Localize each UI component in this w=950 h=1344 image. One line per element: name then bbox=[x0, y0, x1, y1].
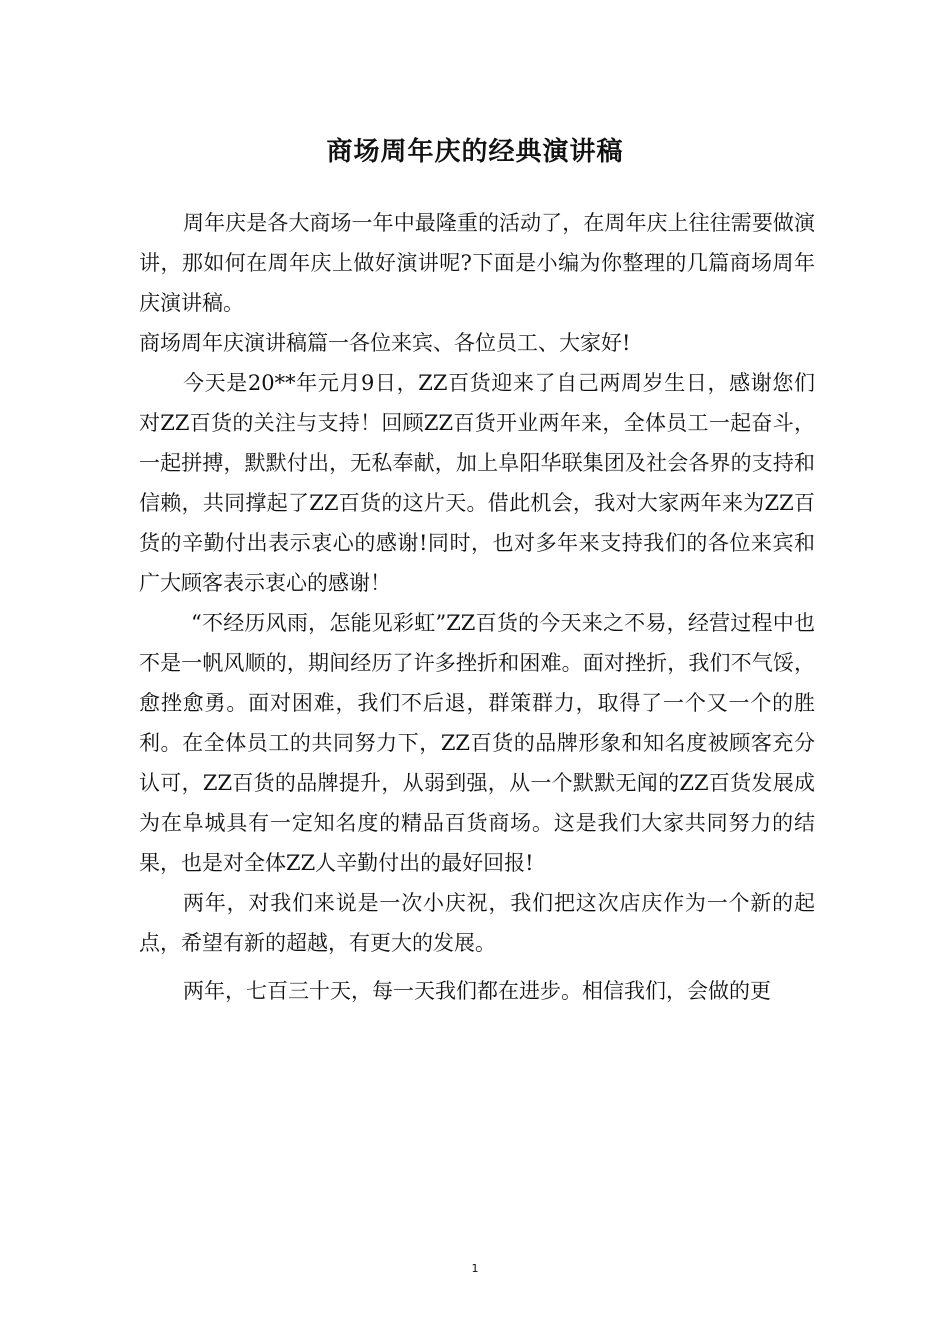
speech-heading-paragraph: 商场周年庆演讲稿篇一各位来宾、各位员工、大家好! bbox=[139, 331, 631, 355]
page-number: 1 bbox=[471, 1262, 479, 1275]
rainbow-paragraph: “不经历风雨，怎能见彩虹”ZZ百货的今天来之不易，经营过程中也不是一帆风顺的，期间经历了许多挫折和困难。面对挫折，我们不气馁，愈挫愈勇。面对困难，我们不后退，群策群力，取得了一个又一个的胜利。在全体员工的共同努力下，ZZ百货的品牌形象和知名度被顾客充分认可，ZZ百货的品牌提升，从弱到强，从一个默默无闻的ZZ百货发展成为在阜城具有一定知名度的精品百货商场。这是我们大家共同努力的结果，也是对全体ZZ人辛勤付出的最好回报! bbox=[139, 611, 815, 875]
intro-paragraph: 周年庆是各大商场一年中最隆重的活动了，在周年庆上往往需要做演讲，那如何在周年庆上做好演讲呢?下面是小编为你整理的几篇商场周年庆演讲稿。 bbox=[139, 211, 815, 315]
anniversary-paragraph: 今天是20**年元月9日，ZZ百货迎来了自己两周岁生日，感谢您们对ZZ百货的关注与支持！回顾ZZ百货开业两年来，全体员工一起奋斗，一起拼搏，默默付出，无私奉献，加上阜阳华联集团及社会各界的支持和信赖，共同撑起了ZZ百货的这片天。借此机会，我对大家两年来为ZZ百货的辛勤付出表示衷心的感谢!同时，也对多年来支持我们的各位来宾和广大顾客表示衷心的感谢！ bbox=[139, 371, 815, 595]
document-title: 商场周年庆的经典演讲稿 bbox=[326, 137, 624, 167]
new-start-paragraph: 两年，对我们来说是一次小庆祝，我们把这次店庆作为一个新的起点，希望有新的超越，有更大的发展。 bbox=[139, 891, 815, 955]
document-body bbox=[139, 203, 815, 1011]
progress-paragraph: 两年，七百三十天，每一天我们都在进步。相信我们，会做的更 bbox=[183, 979, 771, 1003]
